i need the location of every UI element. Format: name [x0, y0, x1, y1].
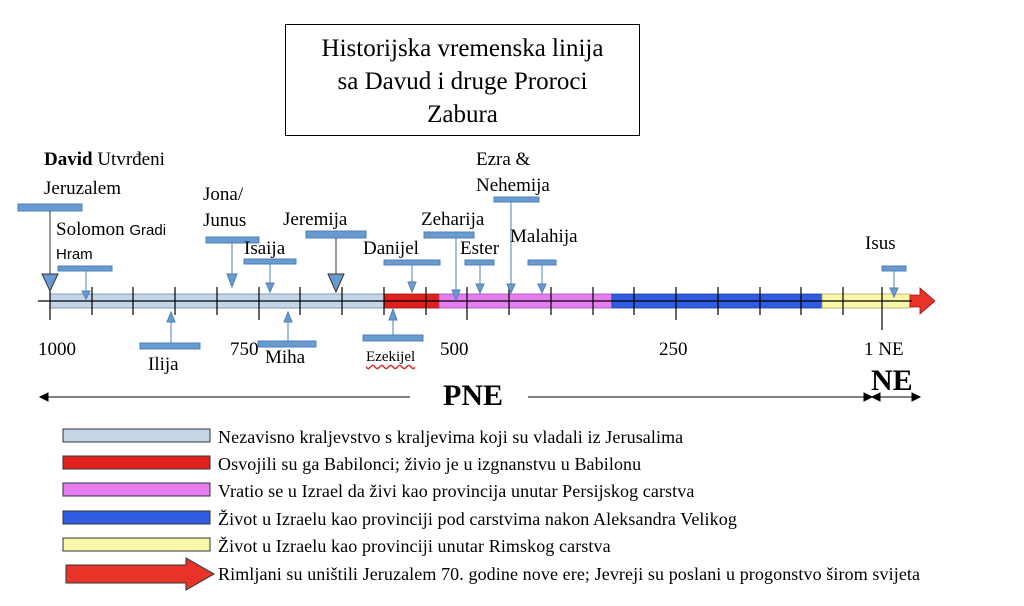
axis-label-1ne: 1 NE — [864, 339, 904, 360]
label-ilija: Ilija — [148, 354, 179, 375]
ezra-arrowhead — [507, 284, 515, 293]
ezra-marker-bar — [494, 197, 539, 202]
ilija-arrowhead — [167, 312, 175, 322]
label-gradi: Gradi — [129, 222, 167, 239]
label-hram: Hram — [56, 246, 93, 263]
label-david-bold: David — [44, 149, 93, 170]
ester-arrowhead — [476, 284, 484, 293]
axis-label-500: 500 — [440, 339, 469, 360]
ezekijel-marker-bar — [363, 335, 423, 341]
legend-text-persian: Vratio se u Izrael da živi kao provincija unutar Persijskog carstva — [218, 481, 695, 501]
label-jeremija: Jeremija — [283, 209, 348, 230]
legend-swatch-persian — [63, 483, 210, 496]
label-solomon-name: Solomon — [56, 219, 125, 240]
legend-swatch-babylon — [63, 456, 210, 469]
jona-arrowhead — [227, 274, 237, 287]
axis-label-1000: 1000 — [38, 339, 76, 360]
era-label-ne: NE — [871, 364, 913, 397]
solomon-marker-bar — [58, 266, 112, 271]
legend-text-dispersion: Rimljani su uništili Jeruzalem 70. godine nove ere; Jevreji su poslani u progonstvo širom svijeta — [218, 564, 921, 584]
label-ezra: Ezra & — [476, 149, 531, 170]
legend-text-independent: Nezavisno kraljevstvo s kraljevima koji su vladali iz Jerusalima — [218, 427, 684, 447]
label-isus: Isus — [865, 233, 896, 254]
danijel-arrowhead — [408, 282, 416, 292]
segment-dispersion-arrow — [910, 288, 935, 314]
axis-label-750: 750 — [230, 339, 259, 360]
legend-swatches — [63, 429, 214, 590]
label-solomon — [56, 219, 166, 242]
legend-text-babylon: Osvojili su ga Babilonci; živio je u izgnanstvu u Babilonu — [218, 454, 642, 474]
jeremija-marker-bar — [306, 231, 366, 238]
legend-swatch-roman — [63, 538, 210, 551]
legend-swatch-independent — [63, 429, 210, 442]
axis-label-250: 250 — [659, 339, 688, 360]
label-jona: Jona/ — [203, 184, 244, 205]
david-arrowhead — [42, 274, 58, 291]
ezekijel-arrowhead — [389, 309, 397, 320]
legend-text-alexander: Život u Izraelu kao provinciji pod carstvima nakon Aleksandra Velikog — [218, 509, 737, 529]
label-ester: Ester — [460, 238, 500, 259]
label-david — [44, 149, 165, 171]
label-ezekijel: Ezekijel — [366, 349, 416, 365]
malahija-marker-bar — [528, 260, 556, 265]
miha-arrowhead — [284, 312, 292, 322]
timeline-ticks — [50, 287, 882, 330]
legend-swatch-arrow — [66, 558, 214, 590]
david-marker-bar — [18, 204, 82, 211]
label-junus: Junus — [203, 210, 247, 231]
title-line-3: Zabura — [427, 101, 498, 128]
title-line-2: sa Davud i druge Proroci — [337, 68, 588, 95]
label-isaija: Isaija — [244, 238, 286, 259]
malahija-arrowhead — [538, 284, 546, 293]
legend-swatch-alexander — [63, 511, 210, 524]
label-zeharija: Zeharija — [421, 209, 485, 230]
label-jeruzalem: Jeruzalem — [44, 178, 122, 199]
label-malahija: Malahija — [510, 226, 578, 247]
ester-marker-bar — [465, 260, 494, 265]
label-danijel: Danijel — [363, 238, 419, 259]
isus-marker-bar — [882, 266, 906, 271]
ilija-marker-bar — [140, 343, 200, 349]
title-line-1: Historijska vremenska linija — [321, 35, 604, 62]
diagram-title — [285, 24, 640, 136]
danijel-marker-bar — [384, 260, 440, 265]
era-label-pne: PNE — [443, 379, 503, 412]
label-david-rest: Utvrđeni — [97, 149, 165, 170]
label-nehemija: Nehemija — [476, 175, 550, 196]
label-miha: Miha — [265, 347, 306, 368]
legend-text-roman: Život u Izraelu kao provinciji unutar Rimskog carstva — [218, 536, 611, 556]
isaija-arrowhead — [266, 283, 274, 292]
